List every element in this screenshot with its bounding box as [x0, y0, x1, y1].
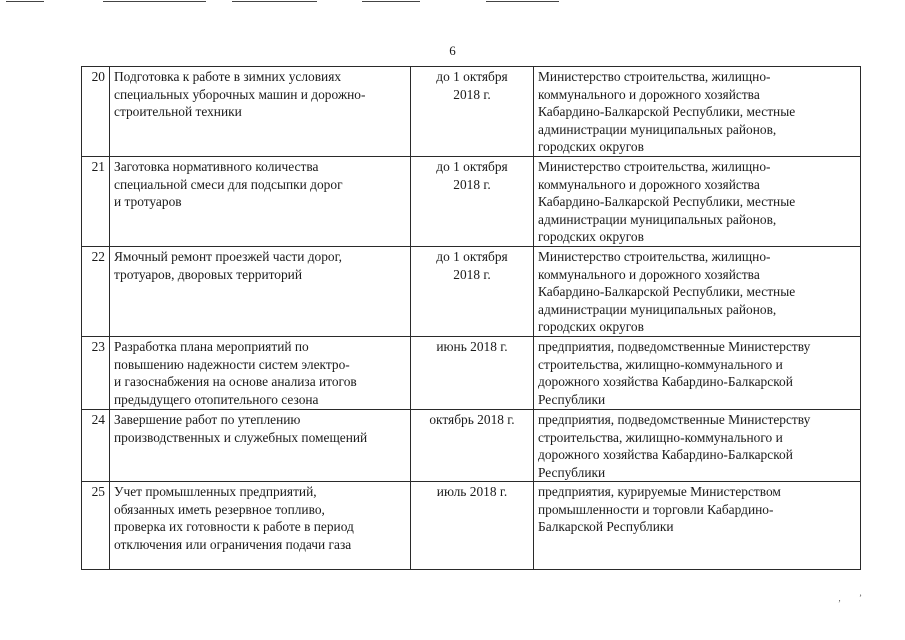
- top-rule-1: [6, 1, 44, 2]
- measures-table: [81, 66, 861, 570]
- row-number: 25: [82, 482, 110, 570]
- scan-marks: ‚’: [838, 593, 880, 603]
- responsible-cell: Министерство строительства, жилищно- коммунального и дорожного хозяйства Кабардино-Балкарской Республики, местные администрации муниципальных районов, городских округов: [534, 67, 861, 157]
- responsible-cell: предприятия, подведомственные Министерству строительства, жилищно-коммунального и дорожного хозяйства Кабардино-Балкарской Республики: [534, 409, 861, 481]
- row-number: 23: [82, 336, 110, 409]
- page-number: 6: [449, 43, 456, 58]
- row-number: 24: [82, 409, 110, 481]
- table-row: [82, 246, 861, 336]
- task-cell: Разработка плана мероприятий по повышению надежности систем электро- и газоснабжения на основе анализа итогов предыдущего отопительного сезона: [110, 336, 411, 409]
- deadline-cell: октябрь 2018 г.: [411, 409, 534, 481]
- deadline-cell: июнь 2018 г.: [411, 336, 534, 409]
- row-number: 22: [82, 246, 110, 336]
- table-row: [82, 336, 861, 409]
- responsible-cell: Министерство строительства, жилищно- коммунального и дорожного хозяйства Кабардино-Балкарской Республики, местные администрации муниципальных районов, городских округов: [534, 246, 861, 336]
- responsible-cell: Министерство строительства, жилищно- коммунального и дорожного хозяйства Кабардино-Балкарской Республики, местные администрации муниципальных районов, городских округов: [534, 156, 861, 246]
- table-row: [82, 67, 861, 157]
- task-cell: Заготовка нормативного количества специальной смеси для подсыпки дорог и тротуаров: [110, 156, 411, 246]
- table-row: [82, 409, 861, 481]
- deadline-cell: июль 2018 г.: [411, 482, 534, 570]
- responsible-cell: предприятия, подведомственные Министерству строительства, жилищно-коммунального и дорожного хозяйства Кабардино-Балкарской Республики: [534, 336, 861, 409]
- top-rule-3: [232, 1, 317, 2]
- top-rule-2: [103, 1, 206, 2]
- table-row: [82, 482, 861, 570]
- top-rule-4: [362, 1, 420, 2]
- row-number: 21: [82, 156, 110, 246]
- top-rule-5: [486, 1, 559, 2]
- deadline-cell: до 1 октября 2018 г.: [411, 246, 534, 336]
- row-number: 20: [82, 67, 110, 157]
- table-row: [82, 156, 861, 246]
- task-cell: Подготовка к работе в зимних условиях специальных уборочных машин и дорожно- строительной техники: [110, 67, 411, 157]
- task-cell: Учет промышленных предприятий, обязанных иметь резервное топливо, проверка их готовности к работе в период отключения или ограничения подачи газа: [110, 482, 411, 570]
- responsible-cell: предприятия, курируемые Министерством промышленности и торговли Кабардино- Балкарской Республики: [534, 482, 861, 570]
- task-cell: Ямочный ремонт проезжей части дорог, тротуаров, дворовых территорий: [110, 246, 411, 336]
- task-cell: Завершение работ по утеплению производственных и служебных помещений: [110, 409, 411, 481]
- deadline-cell: до 1 октября 2018 г.: [411, 67, 534, 157]
- deadline-cell: до 1 октября 2018 г.: [411, 156, 534, 246]
